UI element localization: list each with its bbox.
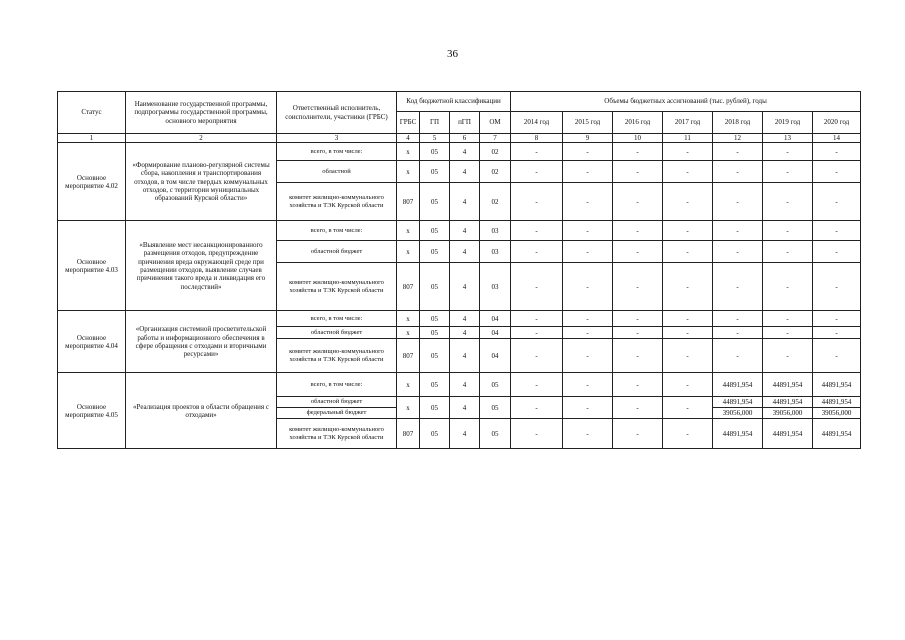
executor-cell: комитет жилищно-коммунального хозяйства и ТЭК Курской области bbox=[277, 339, 397, 373]
header-name: Наименование государственной программы, подпрограммы государственной программы, основного мероприятия bbox=[126, 92, 277, 134]
header-allocations: Объемы бюджетных ассигнований (тыс. рублей), годы bbox=[511, 92, 861, 112]
value-cell: - bbox=[713, 263, 763, 311]
value-cell: - bbox=[613, 183, 663, 221]
column-number-row bbox=[58, 134, 861, 143]
header-gp: ГП bbox=[420, 112, 450, 134]
value-cell: - bbox=[511, 221, 563, 241]
value-cell: - bbox=[663, 161, 713, 183]
value-cell: - bbox=[813, 339, 861, 373]
executor-cell: областной бюджет bbox=[277, 241, 397, 263]
om-cell: 03 bbox=[480, 241, 511, 263]
value-cell: - bbox=[613, 263, 663, 311]
grbs-cell: 807 bbox=[397, 339, 420, 373]
header-year: 2018 год bbox=[713, 112, 763, 134]
status-cell: Основное мероприятие 4.02 bbox=[58, 143, 126, 221]
header-year: 2015 год bbox=[563, 112, 613, 134]
value-cell: - bbox=[563, 327, 613, 339]
om-cell: 02 bbox=[480, 161, 511, 183]
value-cell: - bbox=[511, 241, 563, 263]
value-cell: - bbox=[511, 339, 563, 373]
value-cell: - bbox=[511, 327, 563, 339]
value-cell: - bbox=[663, 241, 713, 263]
value-cell: - bbox=[763, 339, 813, 373]
value-cell: - bbox=[663, 397, 713, 419]
column-number: 11 bbox=[663, 134, 713, 143]
header-year: 2016 год bbox=[613, 112, 663, 134]
value-cell: - bbox=[763, 327, 813, 339]
gp-cell: 05 bbox=[420, 419, 450, 449]
value-cell: - bbox=[813, 183, 861, 221]
om-cell: 02 bbox=[480, 143, 511, 161]
table-row bbox=[58, 221, 861, 241]
value-cell: - bbox=[763, 311, 813, 327]
executor-cell: всего, в том числе: bbox=[277, 221, 397, 241]
value-cell: - bbox=[563, 419, 613, 449]
pgp-cell: 4 bbox=[450, 339, 480, 373]
value-cell: - bbox=[613, 143, 663, 161]
gp-cell: 05 bbox=[420, 263, 450, 311]
executor-cell: областной бюджет bbox=[277, 397, 397, 408]
value-cell: - bbox=[663, 311, 713, 327]
header-grbs: ГРБС bbox=[397, 112, 420, 134]
value-cell: 39056,000 bbox=[763, 408, 813, 419]
executor-cell: всего, в том числе: bbox=[277, 143, 397, 161]
value-cell: 44891,954 bbox=[813, 373, 861, 397]
value-cell: 44891,954 bbox=[813, 397, 861, 408]
value-cell: - bbox=[663, 221, 713, 241]
pgp-cell: 4 bbox=[450, 419, 480, 449]
column-number: 14 bbox=[813, 134, 861, 143]
gp-cell: 05 bbox=[420, 221, 450, 241]
value-cell: - bbox=[663, 263, 713, 311]
budget-table bbox=[57, 91, 861, 449]
value-cell: - bbox=[563, 397, 613, 419]
column-number: 9 bbox=[563, 134, 613, 143]
value-cell: - bbox=[613, 327, 663, 339]
om-cell: 04 bbox=[480, 327, 511, 339]
value-cell: - bbox=[563, 263, 613, 311]
groups-body bbox=[58, 143, 861, 449]
om-cell: 04 bbox=[480, 339, 511, 373]
value-cell: - bbox=[511, 311, 563, 327]
grbs-cell: x bbox=[397, 221, 420, 241]
value-cell: - bbox=[763, 161, 813, 183]
header-om: ОМ bbox=[480, 112, 511, 134]
om-cell: 04 bbox=[480, 311, 511, 327]
gp-cell: 05 bbox=[420, 373, 450, 397]
column-number: 4 bbox=[397, 134, 420, 143]
value-cell: - bbox=[613, 241, 663, 263]
grbs-cell: x bbox=[397, 161, 420, 183]
gp-cell: 05 bbox=[420, 397, 450, 419]
value-cell: - bbox=[563, 241, 613, 263]
measure-name-cell: «Организация системной просветительской работы и информационного обеспечения в сфере обращения с отходами и вторичными ресурсами» bbox=[126, 311, 277, 373]
value-cell: - bbox=[613, 419, 663, 449]
column-number: 6 bbox=[450, 134, 480, 143]
value-cell: - bbox=[663, 419, 713, 449]
value-cell: - bbox=[511, 419, 563, 449]
header-executor: Ответственный исполнитель, соисполнители, участники (ГРБС) bbox=[277, 92, 397, 134]
page-number: 36 bbox=[447, 48, 458, 60]
value-cell: - bbox=[763, 183, 813, 221]
value-cell: 44891,954 bbox=[713, 397, 763, 408]
value-cell: - bbox=[511, 183, 563, 221]
pgp-cell: 4 bbox=[450, 397, 480, 419]
value-cell: - bbox=[713, 241, 763, 263]
header-pgp: пГП bbox=[450, 112, 480, 134]
measure-name-cell: «Реализация проектов в области обращения с отходами» bbox=[126, 373, 277, 449]
pgp-cell: 4 bbox=[450, 221, 480, 241]
value-cell: 44891,954 bbox=[763, 419, 813, 449]
om-cell: 03 bbox=[480, 221, 511, 241]
value-cell: - bbox=[563, 311, 613, 327]
value-cell: - bbox=[511, 397, 563, 419]
measure-name-cell: «Формирование планово-регулярной системы сбора, накопления и транспортирования отходов, в том числе твердых коммунальных отходов, с территории муниципальных образований Курской области» bbox=[126, 143, 277, 221]
column-number: 12 bbox=[713, 134, 763, 143]
gp-cell: 05 bbox=[420, 327, 450, 339]
value-cell: - bbox=[713, 143, 763, 161]
om-cell: 05 bbox=[480, 419, 511, 449]
value-cell: - bbox=[613, 397, 663, 419]
value-cell: - bbox=[563, 183, 613, 221]
om-cell: 02 bbox=[480, 183, 511, 221]
grbs-cell: x bbox=[397, 327, 420, 339]
column-number: 5 bbox=[420, 134, 450, 143]
grbs-cell: x bbox=[397, 397, 420, 419]
grbs-cell: x bbox=[397, 241, 420, 263]
value-cell: 44891,954 bbox=[713, 373, 763, 397]
pgp-cell: 4 bbox=[450, 327, 480, 339]
value-cell: 44891,954 bbox=[763, 397, 813, 408]
value-cell: - bbox=[813, 311, 861, 327]
header-budget-code: Код бюджетной классификации bbox=[397, 92, 511, 112]
grbs-cell: x bbox=[397, 143, 420, 161]
value-cell: - bbox=[613, 339, 663, 373]
value-cell: - bbox=[511, 143, 563, 161]
header-status: Статус bbox=[58, 92, 126, 134]
status-cell: Основное мероприятие 4.03 bbox=[58, 221, 126, 311]
table-row bbox=[58, 143, 861, 161]
value-cell: - bbox=[613, 161, 663, 183]
pgp-cell: 4 bbox=[450, 161, 480, 183]
value-cell: - bbox=[663, 327, 713, 339]
value-cell: - bbox=[713, 183, 763, 221]
value-cell: - bbox=[763, 263, 813, 311]
table-row bbox=[58, 373, 861, 397]
value-cell: - bbox=[511, 161, 563, 183]
pgp-cell: 4 bbox=[450, 241, 480, 263]
column-number: 10 bbox=[613, 134, 663, 143]
gp-cell: 05 bbox=[420, 339, 450, 373]
value-cell: - bbox=[763, 221, 813, 241]
executor-cell: всего, в том числе: bbox=[277, 373, 397, 397]
om-cell: 05 bbox=[480, 397, 511, 419]
value-cell: - bbox=[563, 339, 613, 373]
value-cell: - bbox=[563, 373, 613, 397]
value-cell: - bbox=[613, 221, 663, 241]
value-cell: 39056,000 bbox=[713, 408, 763, 419]
status-cell: Основное мероприятие 4.05 bbox=[58, 373, 126, 449]
pgp-cell: 4 bbox=[450, 263, 480, 311]
value-cell: - bbox=[813, 221, 861, 241]
pgp-cell: 4 bbox=[450, 373, 480, 397]
pgp-cell: 4 bbox=[450, 311, 480, 327]
value-cell: 39056,000 bbox=[813, 408, 861, 419]
value-cell: - bbox=[563, 221, 613, 241]
value-cell: - bbox=[763, 143, 813, 161]
value-cell: - bbox=[813, 161, 861, 183]
executor-cell: федеральный бюджет bbox=[277, 408, 397, 419]
header-year: 2020 год bbox=[813, 112, 861, 134]
grbs-cell: 807 bbox=[397, 183, 420, 221]
gp-cell: 05 bbox=[420, 143, 450, 161]
value-cell: 44891,954 bbox=[713, 419, 763, 449]
grbs-cell: x bbox=[397, 311, 420, 327]
value-cell: - bbox=[663, 143, 713, 161]
grbs-cell: 807 bbox=[397, 263, 420, 311]
executor-cell: областной bbox=[277, 161, 397, 183]
value-cell: - bbox=[713, 221, 763, 241]
table-row bbox=[58, 311, 861, 327]
header-year: 2019 год bbox=[763, 112, 813, 134]
value-cell: - bbox=[713, 311, 763, 327]
column-number: 3 bbox=[277, 134, 397, 143]
executor-cell: комитет жилищно-коммунального хозяйства и ТЭК Курской области bbox=[277, 419, 397, 449]
value-cell: - bbox=[713, 327, 763, 339]
value-cell: - bbox=[663, 373, 713, 397]
value-cell: - bbox=[813, 143, 861, 161]
gp-cell: 05 bbox=[420, 183, 450, 221]
value-cell: - bbox=[511, 263, 563, 311]
om-cell: 05 bbox=[480, 373, 511, 397]
executor-cell: всего, в том числе: bbox=[277, 311, 397, 327]
measure-name-cell: «Выявление мест несанкционированного размещения отходов, предупреждение причинения вреда окружающей среде при размещении отходов, выявление случаев причинения такого вреда и ликвидация его последствий» bbox=[126, 221, 277, 311]
value-cell: - bbox=[563, 161, 613, 183]
value-cell: - bbox=[713, 339, 763, 373]
value-cell: - bbox=[613, 373, 663, 397]
om-cell: 03 bbox=[480, 263, 511, 311]
value-cell: 44891,954 bbox=[813, 419, 861, 449]
column-number: 13 bbox=[763, 134, 813, 143]
executor-cell: комитет жилищно-коммунального хозяйства и ТЭК Курской области bbox=[277, 263, 397, 311]
pgp-cell: 4 bbox=[450, 143, 480, 161]
value-cell: - bbox=[763, 241, 813, 263]
executor-cell: областной бюджет bbox=[277, 327, 397, 339]
value-cell: - bbox=[563, 143, 613, 161]
value-cell: - bbox=[813, 327, 861, 339]
value-cell: - bbox=[663, 339, 713, 373]
value-cell: - bbox=[663, 183, 713, 221]
value-cell: 44891,954 bbox=[763, 373, 813, 397]
grbs-cell: 807 bbox=[397, 419, 420, 449]
column-number: 8 bbox=[511, 134, 563, 143]
header-year: 2017 год bbox=[663, 112, 713, 134]
value-cell: - bbox=[713, 161, 763, 183]
value-cell: - bbox=[813, 241, 861, 263]
column-number: 7 bbox=[480, 134, 511, 143]
status-cell: Основное мероприятие 4.04 bbox=[58, 311, 126, 373]
gp-cell: 05 bbox=[420, 241, 450, 263]
header-year: 2014 год bbox=[511, 112, 563, 134]
value-cell: - bbox=[813, 263, 861, 311]
column-number: 2 bbox=[126, 134, 277, 143]
gp-cell: 05 bbox=[420, 161, 450, 183]
pgp-cell: 4 bbox=[450, 183, 480, 221]
executor-cell: комитет жилищно-коммунального хозяйства и ТЭК Курской области bbox=[277, 183, 397, 221]
column-number: 1 bbox=[58, 134, 126, 143]
value-cell: - bbox=[613, 311, 663, 327]
grbs-cell: x bbox=[397, 373, 420, 397]
gp-cell: 05 bbox=[420, 311, 450, 327]
value-cell: - bbox=[511, 373, 563, 397]
